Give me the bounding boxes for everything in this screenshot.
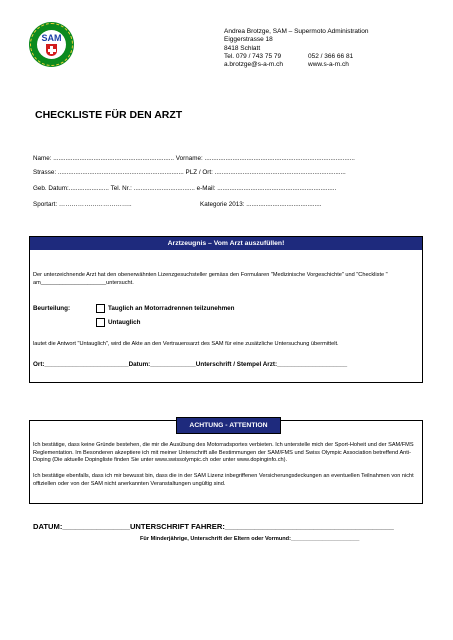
attention-section bbox=[29, 420, 423, 504]
logo-text: SAM bbox=[41, 33, 62, 43]
fit-checkbox[interactable] bbox=[96, 304, 105, 313]
option-unfit-label: Untauglich bbox=[108, 319, 141, 327]
logo-inner bbox=[37, 30, 66, 59]
sam-logo bbox=[29, 22, 74, 67]
swiss-cross-icon bbox=[46, 44, 57, 56]
doctor-signature-line[interactable]: Ort:________________________Datum:_____________Unterschrift / Stempel Arzt:____________________ bbox=[33, 361, 348, 368]
sender-address bbox=[224, 28, 369, 69]
beurteilung-label: Beurteilung: bbox=[33, 305, 71, 312]
option-fit-label: Tauglich an Motorradrennen teilzunehmen bbox=[108, 305, 235, 313]
sender-email[interactable]: a.brotzge@s-a-m.ch bbox=[224, 61, 283, 69]
sender-fax: 052 / 366 66 81 bbox=[308, 52, 354, 60]
option-unfit[interactable] bbox=[96, 318, 141, 328]
category-field[interactable]: Kategorie 2013: ........................................... bbox=[200, 201, 322, 208]
doctor-section bbox=[29, 236, 423, 383]
sender-tel: Tel. 079 / 743 75 79 bbox=[224, 52, 282, 60]
doctor-intro: Der unterzeichnende Arzt hat den obenerwähnten Lizenzgesuchsteller gemäss den Formularen "Medizinische Vorgeschichte" und "Checkliste " am_____________________untersucht. bbox=[33, 272, 388, 286]
unfit-note: lautet die Antwort "Untauglich", wird die Akte an den Vertrauensarzt des SAM für eine zusätzliche Untersuchung übermittelt. bbox=[33, 341, 339, 347]
doctor-section-header: Arztzeugnis – Vom Arzt auszufüllen! bbox=[30, 237, 422, 250]
rider-signature-line[interactable]: DATUM:________________UNTERSCHRIFT FAHRER:________________________________________ bbox=[33, 522, 394, 531]
attention-paragraph-1: Ich bestätige, dass keine Gründe bestehen, die mir die Ausübung des Motorradsportes verbieten. Ich unterstelle mich der Sport-Hoheit und der SAM/FMS Reglementation. Im Besonderen akzeptiere ich mit meiner Unterschrift alle Bestimmungen der SAM/FMS und Swiss Olympic Association betreffend Anti-Doping (Die aktuelle Dopingliste finden Sie unter www.swissolympic.ch oder unter www.dopinginfo.ch). bbox=[33, 442, 414, 464]
attention-header: ACHTUNG - ATTENTION bbox=[176, 417, 281, 434]
sport-field[interactable]: Sportart: …………………………….. bbox=[33, 201, 132, 208]
unfit-checkbox[interactable] bbox=[96, 318, 105, 327]
guardian-signature-line[interactable]: Für Minderjährige, Unterschrift der Eltern oder Vormund:______________________ bbox=[140, 536, 360, 542]
sender-street: Eiggerstrasse 18 bbox=[224, 36, 273, 44]
address-field[interactable]: Strasse: ........................................................................ PLZ / Ort: ........................................................................... bbox=[33, 169, 346, 176]
sender-name: Andrea Brotzge, SAM – Supermoto Administration bbox=[224, 28, 369, 35]
attention-paragraph-2: Ich bestätige ebenfalls, dass ich mir bewusst bin, dass die in der SAM Lizenz inbegriffenen Versicherungsdeckungen an eventuellen Teilnahmen von nicht offiziellen oder von der SAM nicht anerkannten Veranstaltungen ungültig sind. bbox=[33, 473, 414, 487]
option-fit[interactable] bbox=[96, 304, 235, 314]
sender-city: 8418 Schlatt bbox=[224, 44, 261, 52]
birth-phone-email-field[interactable]: Geb. Datum:....................... Tel. Nr.: ................................... e-Mail: .................................................................... bbox=[33, 185, 337, 192]
sender-website[interactable]: www.s-a-m.ch bbox=[308, 61, 349, 69]
page-title: CHECKLISTE FÜR DEN ARZT bbox=[35, 109, 183, 121]
name-field[interactable]: Name: ..................................................................... Vorname: ...................................................................................... bbox=[33, 155, 355, 162]
